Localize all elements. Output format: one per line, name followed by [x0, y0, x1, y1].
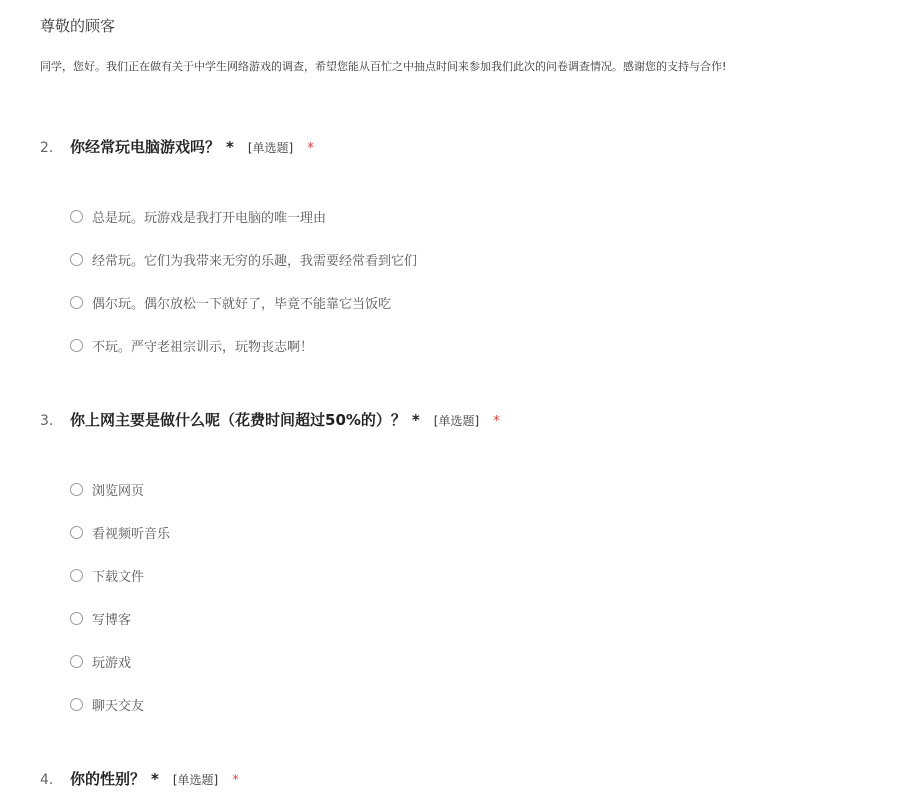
option-q3-3[interactable]	[70, 565, 170, 585]
option-label: 偶尔玩。偶尔放松一下就好了，毕竟不能靠它当饭吃	[92, 296, 392, 312]
greeting-title: 尊敬的顾客	[40, 17, 116, 35]
option-q2-1[interactable]	[70, 206, 417, 226]
question-type-label: [单选题]	[172, 773, 219, 787]
option-q3-5[interactable]	[70, 651, 170, 671]
question-star: *	[411, 411, 420, 429]
option-label: 聊天交友	[92, 698, 145, 714]
option-label: 下载文件	[92, 569, 145, 585]
question-title: 你经常玩电脑游戏吗？	[70, 138, 221, 156]
radio-button[interactable]	[70, 339, 83, 352]
question-title: 你上网主要是做什么呢（花费时间超过50%的）？	[70, 411, 406, 429]
question-number: 2.	[40, 140, 54, 156]
radio-button[interactable]	[70, 612, 83, 625]
option-q2-3[interactable]	[70, 292, 417, 312]
option-label: 不玩。严守老祖宗训示，玩物丧志啊！	[92, 339, 314, 355]
required-mark: *	[493, 414, 500, 429]
option-q3-2[interactable]	[70, 522, 170, 542]
question-2	[40, 136, 860, 157]
radio-button[interactable]	[70, 569, 83, 582]
question-header	[40, 768, 860, 789]
radio-button[interactable]	[70, 253, 83, 266]
options-q2	[70, 206, 417, 378]
question-star: *	[151, 770, 159, 788]
question-number: 3.	[40, 413, 54, 429]
question-type-label: [单选题]	[433, 414, 480, 428]
options-q3	[70, 479, 170, 737]
radio-button[interactable]	[70, 698, 83, 711]
question-title: 你的性别？	[70, 770, 146, 788]
question-header	[40, 136, 860, 157]
option-label: 写博客	[92, 612, 132, 628]
option-q2-4[interactable]	[70, 335, 417, 355]
required-mark: *	[232, 773, 239, 788]
option-label: 经常玩。它们为我带来无穷的乐趣，我需要经常看到它们	[92, 253, 418, 269]
option-label: 玩游戏	[92, 655, 132, 671]
option-q2-2[interactable]	[70, 249, 417, 269]
option-q3-6[interactable]	[70, 694, 170, 714]
radio-button[interactable]	[70, 526, 83, 539]
radio-button[interactable]	[70, 655, 83, 668]
question-type-label: [单选题]	[247, 141, 294, 155]
radio-button[interactable]	[70, 210, 83, 223]
option-label: 总是玩。玩游戏是我打开电脑的唯一理由	[92, 210, 327, 226]
question-4	[40, 768, 860, 789]
required-mark: *	[307, 141, 314, 156]
question-3	[40, 409, 860, 430]
option-q3-4[interactable]	[70, 608, 170, 628]
survey-intro: 同学，您好。我们正在做有关于中学生网络游戏的调查，希望您能从百忙之中抽点时间来参加我们此次的问卷调查情况。感谢您的支持与合作!	[40, 60, 727, 73]
radio-button[interactable]	[70, 296, 83, 309]
option-label: 浏览网页	[92, 483, 145, 499]
option-q3-1[interactable]	[70, 479, 170, 499]
question-star: *	[226, 138, 234, 156]
radio-button[interactable]	[70, 483, 83, 496]
question-header	[40, 409, 860, 430]
option-label: 看视频听音乐	[92, 526, 171, 542]
question-number: 4.	[40, 772, 54, 788]
